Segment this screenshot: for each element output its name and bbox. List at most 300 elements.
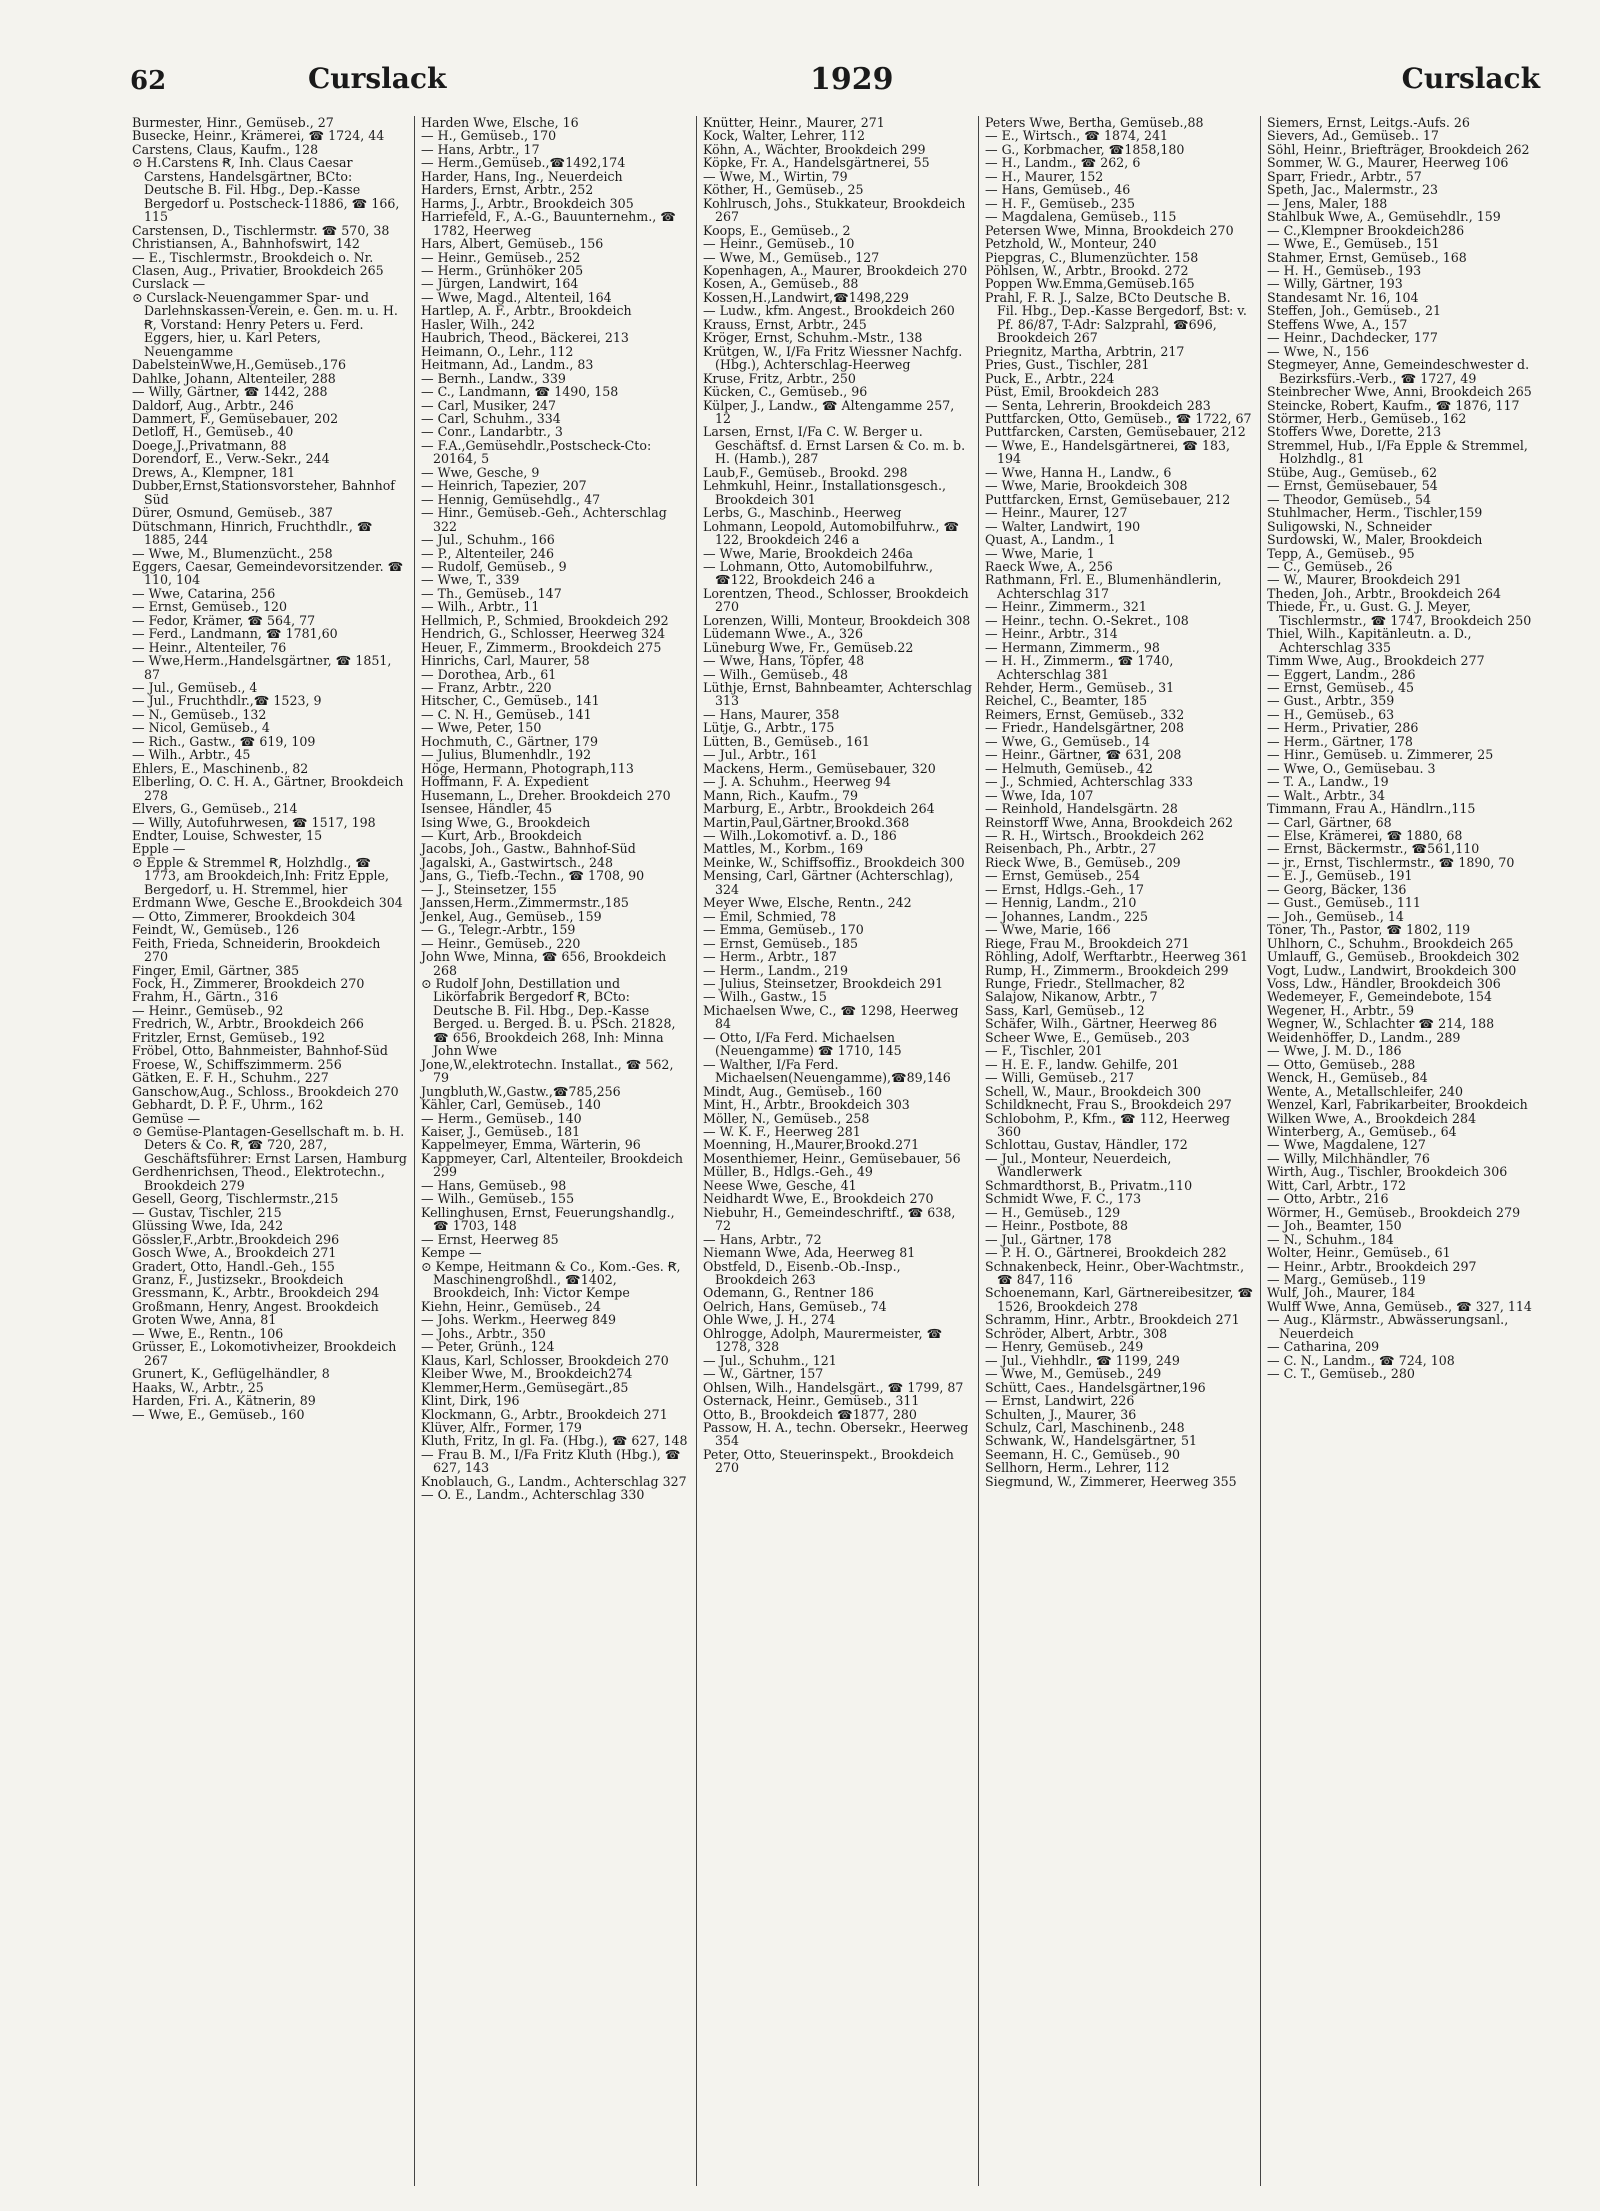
- directory-entry: Gressmann, K., Arbtr., Brookdeich 294: [132, 1285, 380, 1301]
- directory-entry: Erdmann Wwe, Gesche E.,Brookdeich 304: [132, 895, 403, 911]
- column-1: [132, 116, 414, 2186]
- directory-entry: Otto, B., Brookdeich ☎1877, 280: [703, 1406, 917, 1422]
- directory-entry: Ohlsen, Wilh., Handelsgärt., ☎ 1799, 87: [703, 1379, 964, 1395]
- directory-entry: Kähler, Carl, Gemüseb., 140: [421, 1097, 601, 1113]
- directory-entry: — Wwe, T., 339: [421, 572, 520, 588]
- running-title-left: Curslack: [308, 62, 447, 95]
- directory-entry: Fredrich, W., Arbtr., Brookdeich 266: [132, 1016, 364, 1032]
- directory-entry: — Heinr., Postbote, 88: [985, 1218, 1129, 1234]
- directory-entry: — Hennig, Gemüsehdlg., 47: [421, 491, 601, 507]
- directory-entry: Meinke, W., Schiffsoffiz., Brookdeich 300: [703, 854, 965, 870]
- directory-entry: Laub,F., Gemüseb., Brookd. 298: [703, 464, 908, 480]
- directory-entry: Peter, Otto, Steuerinspekt., Brookdeich 270: [703, 1446, 954, 1476]
- directory-entry: — Heinr., Gemüseb., 252: [421, 249, 581, 265]
- directory-entry: Hendrich, G., Schlosser, Heerweg 324: [421, 626, 666, 642]
- directory-entry: Jagalski, A., Gastwirtsch., 248: [421, 854, 614, 870]
- directory-entry: Runge, Friedr., Stellmacher, 82: [985, 976, 1186, 991]
- directory-entry: Sommer, W. G., Maurer, Heerweg 106: [1267, 155, 1509, 171]
- column-2: [414, 116, 696, 2186]
- directory-entry: Dubber,Ernst,Stationsvorsteher, Bahnhof Süd: [132, 478, 395, 507]
- directory-entry: — H., Gemüseb., 63: [1267, 706, 1395, 722]
- directory-entry: Schwank, W., Handelsgärtner, 51: [985, 1433, 1198, 1449]
- directory-entry: Grunert, K., Geflügelhändler, 8: [132, 1366, 330, 1382]
- directory-entry: Feindt, W., Gemüseb., 126: [132, 922, 300, 938]
- directory-entry: Fröbel, Otto, Bahnmeister, Bahnhof-Süd: [132, 1043, 388, 1059]
- directory-entry: Krauss, Ernst, Arbtr., 245: [703, 316, 867, 332]
- directory-entry: Harms, J., Arbtr., Brookdeich 305: [421, 195, 634, 211]
- directory-entry: Külper, J., Landw., ☎ Altengamme 257, 12: [703, 397, 955, 426]
- directory-entry: Höge, Hermann, Photograph,113: [421, 760, 634, 776]
- directory-entry: — Herm., Gärtner, 178: [1267, 733, 1413, 749]
- directory-entry: Granz, F., Justizsekr., Brookdeich: [132, 1271, 344, 1287]
- directory-entry: Harriefeld, F., A.-G., Bauunternehm., ☎ 1782, Heerweg: [421, 209, 676, 238]
- directory-entry: Siemers, Ernst, Leitgs.-Aufs. 26: [1267, 116, 1470, 130]
- directory-entry: — Ernst, Hdlgs.-Geh., 17: [985, 881, 1144, 897]
- directory-entry: — Gust., Arbtr., 359: [1267, 693, 1395, 709]
- directory-entry: — Kurt, Arb., Brookdeich: [421, 828, 582, 844]
- directory-entry: — Rudolf, Gemüseb., 9: [421, 558, 567, 574]
- directory-entry: Töner, Th., Pastor, ☎ 1802, 119: [1267, 922, 1471, 938]
- directory-entry: Riege, Frau M., Brookdeich 271: [985, 935, 1190, 951]
- directory-entry: — Jürgen, Landwirt, 164: [421, 276, 579, 292]
- directory-entry: Mint, H., Arbtr., Brookdeich 303: [703, 1097, 910, 1113]
- directory-entry: Grüsser, E., Lokomotivheizer, Brookdeich 267: [132, 1339, 397, 1368]
- directory-entry: Uhlhorn, C., Schuhm., Brookdeich 265: [1267, 935, 1514, 951]
- directory-entry: Husemann, L., Dreher. Brookdeich 270: [421, 787, 671, 803]
- directory-entry: Rehder, Herm., Gemüseb., 31: [985, 680, 1175, 696]
- directory-entry: Dammert, F., Gemüsebauer, 202: [132, 410, 339, 426]
- column-5: [1260, 116, 1542, 2186]
- directory-entry: ⊙ H.Carstens Ꞧ, Inh. Claus Caesar Carstens, Handelsgärtner, BCto: Deutsche B. Fil. Hbg., Dep.-Kasse Bergedorf u. Postscheck-11886, ☎ 166, 115: [132, 155, 400, 225]
- directory-entry: Kossen,H.,Landwirt,☎1498,229: [703, 289, 909, 305]
- directory-entry: Möller, N., Gemüseb., 258: [703, 1110, 870, 1126]
- directory-entry: — Wwe, Marie, Brookdeich 246a: [703, 545, 914, 561]
- directory-entry: Heimann, O., Lehr., 112: [421, 343, 574, 359]
- directory-entry: — Carl, Musiker, 247: [421, 397, 557, 413]
- directory-entry: Stremmel, Hub., I/Fa Epple & Stremmel, Holzhdlg., 81: [1267, 437, 1528, 467]
- directory-entry: — Jul., Viehhdlr., ☎ 1199, 249: [985, 1352, 1180, 1368]
- directory-entry: — C., Gemüseb., 26: [1267, 558, 1393, 574]
- directory-entry: — Wwe, E., Gemüseb., 160: [132, 1406, 305, 1422]
- directory-entry: Steinbrecher Wwe, Anni, Brookdeich 265: [1267, 384, 1532, 400]
- directory-entry: Wolter, Heinr., Gemüseb., 61: [1267, 1245, 1451, 1261]
- directory-entry: Schell, W., Maur., Brookdeich 300: [985, 1083, 1202, 1099]
- directory-entry: Vogt, Ludw., Landwirt, Brookdeich 300: [1267, 962, 1517, 978]
- directory-entry: — R. H., Wirtsch., Brookdeich 262: [985, 828, 1205, 844]
- directory-entry: — Jul., Schuhm., 166: [421, 532, 555, 548]
- directory-entry: Hitscher, C., Gemüseb., 141: [421, 693, 600, 709]
- directory-entry: Lerbs, G., Maschinb., Heerweg: [703, 505, 902, 521]
- directory-entry: — Carl, Gärtner, 68: [1267, 814, 1392, 830]
- directory-entry: — Wilh., Arbtr., 11: [421, 599, 540, 615]
- directory-entry: Tepp, A., Gemüseb., 95: [1267, 545, 1415, 561]
- directory-entry: — Hinr., Gemüseb. u. Zimmerer, 25: [1267, 747, 1494, 763]
- directory-entry: — Wwe, M., Wirtin, 79: [703, 168, 848, 184]
- directory-entry: Köpke, Fr. A., Handelsgärtnerei, 55: [703, 155, 930, 171]
- directory-entry: Krütgen, W., I/Fa Fritz Wiessner Nachfg. (Hbg.), Achterschlag-Heerweg: [703, 343, 963, 373]
- directory-entry: — E., Wirtsch., ☎ 1874, 241: [985, 128, 1169, 144]
- directory-entry: Hellmich, P., Schmied, Brookdeich 292: [421, 612, 669, 628]
- directory-entry: Dürer, Osmund, Gemüseb., 387: [132, 505, 333, 521]
- directory-entry: — Jul., Gemüseb., 4: [132, 680, 258, 696]
- directory-entry: — H. F., Gemüseb., 235: [985, 195, 1135, 211]
- directory-entry: Ohlrogge, Adolph, Maurermeister, ☎ 1278, 328: [703, 1325, 943, 1355]
- directory-entry: Hasler, Wilh., 242: [421, 316, 536, 332]
- directory-entry: Hinrichs, Carl, Maurer, 58: [421, 653, 590, 669]
- directory-entry: — Hans, Maurer, 358: [703, 706, 840, 722]
- directory-entry: — Lohmann, Otto, Automobilfuhrw., ☎122, Brookdeich 246 a: [703, 558, 934, 588]
- directory-entry: ⊙ Curslack-Neuengammer Spar- und Darlehnskassen-Verein, e. Gen. m. u. H. Ꞧ, Vorstand: Henry Peters u. Ferd. Eggers, hier, u. Karl Peters, Neuengamme: [132, 289, 398, 359]
- directory-entry: Gerdhenrichsen, Theod., Elektrotechn., Brookdeich 279: [132, 1164, 385, 1193]
- directory-entry: Froese, W., Schiffszimmerm. 256: [132, 1056, 342, 1072]
- running-title-right: Curslack: [1401, 62, 1540, 95]
- directory-entry: — Marg., Gemüseb., 119: [1267, 1271, 1426, 1287]
- directory-entry: Wente, A., Metallschleifer, 240: [1267, 1083, 1464, 1099]
- directory-entry: — Heinr., Zimmerm., 321: [985, 599, 1147, 615]
- directory-entry: — Else, Krämerei, ☎ 1880, 68: [1267, 828, 1463, 844]
- directory-entry: — E., Tischlermstr., Brookdeich o. Nr.: [132, 249, 374, 265]
- directory-entry: — N., Schuhm., 184: [1267, 1231, 1394, 1247]
- directory-entry: Mosenthiemer, Heinr., Gemüsebauer, 56: [703, 1150, 961, 1166]
- directory-entry: — Magdalena, Gemüseb., 115: [985, 209, 1177, 225]
- directory-entry: Ehlers, E., Maschinenb., 82: [132, 760, 309, 776]
- directory-entry: — Catharina, 209: [1267, 1339, 1380, 1355]
- directory-entry: Larsen, Ernst, I/Fa C. W. Berger u. Geschäftsf. d. Ernst Larsen & Co. m. b. H. (Hamb.), 287: [703, 424, 966, 467]
- directory-entry: Hochmuth, C., Gärtner, 179: [421, 733, 599, 749]
- directory-entry: — Johs. Werkm., Heerweg 849: [421, 1312, 617, 1328]
- directory-entry: — Wwe, E., Rentn., 106: [132, 1325, 284, 1341]
- directory-entry: Harders, Ernst, Arbtr., 252: [421, 182, 594, 198]
- directory-entry: — Herm., Arbtr., 187: [703, 949, 837, 965]
- directory-entry: — Wwe, Gesche, 9: [421, 464, 540, 480]
- directory-entry: Salajow, Nikanow, Arbtr., 7: [985, 989, 1158, 1005]
- directory-columns: [132, 116, 1542, 2186]
- directory-entry: Jans, G., Tiefb.-Techn., ☎ 1708, 90: [421, 868, 645, 884]
- directory-entry: Lorentzen, Theod., Schlosser, Brookdeich 270: [703, 585, 969, 615]
- directory-entry: Dütschmann, Hinrich, Fruchthdlr., ☎ 1885, 244: [132, 518, 373, 548]
- directory-entry: Timmann, Frau A., Händlrn.,115: [1267, 801, 1476, 817]
- directory-entry: Jenkel, Aug., Gemüseb., 159: [421, 908, 602, 924]
- directory-entry: Sievers, Ad., Gemüseb.. 17: [1267, 128, 1439, 144]
- directory-entry: Siegmund, W., Zimmerer, Heerweg 355: [985, 1473, 1237, 1489]
- directory-entry: — Heinr., Gemüseb., 92: [132, 1002, 284, 1018]
- directory-entry: Knoblauch, G., Landm., Achterschlag 327: [421, 1473, 687, 1489]
- directory-entry: Schnakenbeck, Heinr., Ober-Wachtmstr., ☎ 847, 116: [985, 1258, 1245, 1287]
- directory-entry: Wörmer, H., Gemüseb., Brookdeich 279: [1267, 1204, 1521, 1220]
- directory-entry: — Eggert, Landm., 286: [1267, 666, 1416, 682]
- directory-entry: Klüver, Alfr., Former, 179: [421, 1419, 582, 1435]
- directory-entry: — Bernh., Landw., 339: [421, 370, 566, 386]
- directory-entry: — Helmuth, Gemüseb., 42: [985, 760, 1153, 776]
- directory-entry: Peters Wwe, Bertha, Gemüseb.,88: [985, 116, 1204, 130]
- directory-entry: — Jul., Monteur, Neuerdeich, Wandlerwerk: [985, 1150, 1172, 1180]
- directory-entry: Feith, Frieda, Schneiderin, Brookdeich 270: [132, 935, 381, 965]
- directory-entry: Röhling, Adolf, Werftarbtr., Heerweg 361: [985, 949, 1249, 965]
- directory-entry: Sparr, Friedr., Arbtr., 57: [1267, 168, 1422, 184]
- directory-entry: — Ernst, Gemüseb., 45: [1267, 680, 1415, 696]
- directory-entry: Reisenbach, Ph., Arbtr., 27: [985, 841, 1157, 857]
- directory-entry: — H., Landm., ☎ 262, 6: [985, 155, 1141, 171]
- directory-entry: Rathmann, Frl. E., Blumenhändlerin, Achterschlag 317: [985, 572, 1222, 601]
- directory-entry: Kellinghusen, Ernst, Feuerungshandlg., ☎ 1703, 148: [421, 1204, 675, 1234]
- directory-entry: — Wilh., Arbtr., 45: [132, 747, 251, 763]
- directory-entry: Stübe, Aug., Gemüseb., 62: [1267, 464, 1438, 480]
- column-3: [696, 116, 978, 2186]
- directory-entry: Scheer Wwe, E., Gemüseb., 203: [985, 1029, 1190, 1045]
- directory-entry: — Peter, Grünh., 124: [421, 1339, 555, 1355]
- directory-entry: Kosen, A., Gemüseb., 88: [703, 276, 859, 292]
- directory-entry: Haaks, W., Arbtr., 25: [132, 1379, 264, 1395]
- directory-entry: Clasen, Aug., Privatier, Brookdeich 265: [132, 262, 384, 278]
- directory-entry: Schmidt Wwe, F. C., 173: [985, 1191, 1142, 1207]
- directory-entry: Osternack, Heinr., Gemüseb., 311: [703, 1393, 920, 1409]
- directory-entry: Wegener, H., Arbtr., 59: [1267, 1002, 1414, 1018]
- directory-entry: — Johs., Arbtr., 350: [421, 1325, 546, 1341]
- directory-entry: Doege,J.,Privatmann, 88: [132, 437, 287, 453]
- directory-entry: — Nicol, Gemüseb., 4: [132, 720, 270, 736]
- directory-entry: Elvers, G., Gemüseb., 214: [132, 801, 298, 817]
- directory-entry: Stegmeyer, Anne, Gemeindeschwester d. Bezirksfürs.-Verb., ☎ 1727, 49: [1267, 357, 1530, 386]
- directory-entry: Mindt, Aug., Gemüseb., 160: [703, 1083, 883, 1099]
- directory-entry: Lüneburg Wwe, Fr., Gemüseb.22: [703, 639, 914, 655]
- directory-entry: Schlottau, Gustav, Händler, 172: [985, 1137, 1188, 1153]
- directory-entry: Sellhorn, Herm., Lehrer, 112: [985, 1460, 1170, 1476]
- directory-entry: — Wwe, E., Handelsgärtnerei, ☎ 183, 194: [985, 437, 1231, 467]
- directory-entry: — Frau B. M., I/Fa Fritz Kluth (Hbg.), ☎ 627, 143: [421, 1446, 681, 1476]
- directory-entry: — Wwe, M., Gemüseb., 127: [703, 249, 880, 265]
- directory-entry: Seemann, H. C., Gemüseb., 90: [985, 1446, 1180, 1462]
- directory-entry: Koops, E., Gemüseb., 2: [703, 222, 851, 238]
- directory-entry: Störmer, Herb., Gemüseb., 162: [1267, 410, 1467, 426]
- directory-entry: Gemüse —: [132, 1110, 201, 1126]
- directory-entry: Harden Wwe, Elsche, 16: [421, 116, 579, 130]
- directory-entry: Sass, Karl, Gemüseb., 12: [985, 1002, 1145, 1018]
- directory-entry: Wulff Wwe, Anna, Gemüseb., ☎ 327, 114: [1267, 1298, 1532, 1314]
- directory-entry: — J. A. Schuhm., Heerweg 94: [703, 774, 891, 790]
- directory-entry: — Rich., Gastw., ☎ 619, 109: [132, 733, 316, 749]
- directory-entry: — C., Landmann, ☎ 1490, 158: [421, 384, 619, 400]
- directory-entry: Weidenhöffer, D., Landm., 289: [1267, 1029, 1461, 1045]
- directory-entry: — Jul., Fruchthdlr.,☎ 1523, 9: [132, 693, 322, 709]
- directory-entry: Kopenhagen, A., Maurer, Brookdeich 270: [703, 262, 968, 278]
- directory-entry: — Wilh.,Lokomotivf. a. D., 186: [703, 828, 897, 844]
- directory-entry: Heitmann, Ad., Landm., 83: [421, 357, 594, 373]
- directory-entry: Lüthje, Ernst, Bahnbeamter, Achterschlag 313: [703, 680, 972, 709]
- directory-entry: Lütje, G., Arbtr., 175: [703, 720, 835, 736]
- directory-entry: — G., Telegr.-Arbtr., 159: [421, 922, 576, 938]
- directory-entry: — Th., Gemüseb., 147: [421, 585, 562, 601]
- directory-entry: — Heinr., Arbtr., Brookdeich 297: [1267, 1258, 1477, 1274]
- directory-entry: Passow, H. A., techn. Obersekr., Heerweg 354: [703, 1419, 969, 1449]
- directory-entry: — Hermann, Zimmerm., 98: [985, 639, 1160, 655]
- directory-entry: — Wwe, M., Gemüseb., 249: [985, 1366, 1162, 1382]
- directory-entry: Pöhlsen, W., Arbtr., Brookd. 272: [985, 262, 1189, 278]
- directory-entry: Detloff, H., Gemüseb., 40: [132, 424, 294, 440]
- directory-entry: — Herm.,Gemüseb.,☎1492,174: [421, 155, 626, 171]
- directory-entry: Fritzler, Ernst, Gemüseb., 192: [132, 1029, 326, 1045]
- directory-entry: — W., Gärtner, 157: [703, 1366, 824, 1382]
- directory-entry: Niemann Wwe, Ada, Heerweg 81: [703, 1245, 916, 1261]
- directory-entry: — Carl, Schuhm., 334: [421, 410, 561, 426]
- directory-entry: — Ernst, Heerweg 85: [421, 1231, 559, 1247]
- directory-entry: — P., Altenteiler, 246: [421, 545, 554, 561]
- directory-entry: Thiel, Wilh., Kapitänleutn. a. D., Achterschlag 335: [1267, 626, 1472, 655]
- directory-entry: — C. T., Gemüseb., 280: [1267, 1366, 1415, 1382]
- directory-entry: — F.A.,Gemüsehdlr.,Postscheck-Cto: 20164, 5: [421, 437, 652, 467]
- directory-entry: — C.,Klempner Brookdeich286: [1267, 222, 1465, 238]
- directory-entry: — Hans, Arbtr., 72: [703, 1231, 822, 1247]
- directory-entry: — Jul., Schuhm., 121: [703, 1352, 837, 1368]
- directory-entry: — H. E. F., landw. Gehilfe, 201: [985, 1056, 1180, 1072]
- directory-entry: Kleiber Wwe, M., Brookdeich274: [421, 1366, 633, 1382]
- directory-entry: — Aug., Klärmstr., Abwässerungsanl., Neuerdeich: [1267, 1312, 1509, 1341]
- directory-entry: — Walter, Landwirt, 190: [985, 518, 1141, 534]
- directory-entry: Dorendorf, E., Verw.-Sekr., 244: [132, 451, 330, 467]
- directory-entry: Müller, B., Hdlgs.-Geh., 49: [703, 1164, 873, 1180]
- directory-entry: ⊙ Epple & Stremmel Ꞧ, Holzhdlg., ☎ 1773, am Brookdeich,Inh: Fritz Epple, Bergedorf, u. H. Stremmel, hier: [132, 854, 390, 897]
- directory-entry: — Herm., Grünhöker 205: [421, 262, 584, 278]
- directory-entry: — Ferd., Landmann, ☎ 1781,60: [132, 626, 338, 642]
- directory-entry: Schulz, Carl, Maschinenb., 248: [985, 1419, 1185, 1435]
- directory-entry: — Wwe, E., Gemüseb., 151: [1267, 236, 1440, 252]
- directory-entry: — Hans, Gemüseb., 98: [421, 1177, 567, 1193]
- directory-entry: Ising Wwe, G., Brookdeich: [421, 814, 591, 830]
- directory-entry: Prahl, F. R. J., Salze, BCto Deutsche B. Fil. Hbg., Dep.-Kasse Bergedorf, Bst: v. Pf. 86/87, T-Adr: Salzprahl, ☎696, Brookdeich 267: [985, 289, 1247, 346]
- directory-entry: Köther, H., Gemüseb., 25: [703, 182, 864, 198]
- directory-entry: — Henry, Gemüseb., 249: [985, 1339, 1144, 1355]
- directory-entry: Pries, Gust., Tischler, 281: [985, 357, 1150, 373]
- directory-entry: Gesell, Georg, Tischlermstr.,215: [132, 1191, 339, 1207]
- directory-entry: ⊙ Kempe, Heitmann & Co., Kom.-Ges. Ꞧ, Maschinengroßhdl., ☎1402, Brookdeich, Inh: Victor Kempe: [421, 1258, 681, 1301]
- directory-entry: Wirth, Aug., Tischler, Brookdeich 306: [1267, 1164, 1508, 1180]
- directory-entry: — Wwe, Magd., Altenteil, 164: [421, 289, 612, 305]
- directory-entry: Schoenemann, Karl, Gärtnereibesitzer, ☎ 1526, Brookdeich 278: [985, 1285, 1254, 1314]
- directory-entry: Petersen Wwe, Minna, Brookdeich 270: [985, 222, 1234, 238]
- directory-entry: — C. N., Landm., ☎ 724, 108: [1267, 1352, 1455, 1368]
- directory-entry: — H. H., Gemüseb., 193: [1267, 262, 1422, 278]
- directory-entry: Neidhardt Wwe, E., Brookdeich 270: [703, 1191, 934, 1207]
- directory-entry: — Wilh., Gastw., 15: [703, 989, 827, 1005]
- directory-entry: Hoffmann, F. A. Expedient: [421, 774, 589, 790]
- directory-entry: Groten Wwe, Anna, 81: [132, 1312, 277, 1328]
- directory-entry: — Wwe, M., Blumenzücht., 258: [132, 545, 333, 561]
- directory-entry: Kluth, Fritz, In gl. Fa. (Hbg.), ☎ 627, 148: [421, 1433, 688, 1449]
- directory-entry: Klemmer,Herm.,Gemüsegärt.,85: [421, 1379, 629, 1395]
- directory-entry: Isensee, Händler, 45: [421, 801, 553, 817]
- directory-entry: — Wwe,Herm.,Handelsgärtner, ☎ 1851, 87: [132, 653, 392, 682]
- directory-entry: Poppen Ww.Emma,Gemüseb.165: [985, 276, 1195, 292]
- directory-entry: Elberling, O. C. H. A., Gärtner, Brookdeich 278: [132, 774, 404, 803]
- directory-entry: Curslack —: [132, 276, 206, 292]
- directory-entry: Schütt, Caes., Handelsgärtner,196: [985, 1379, 1206, 1395]
- directory-entry: Kaiser, J., Gemüseb., 181: [421, 1123, 581, 1139]
- directory-entry: — Wwe, Marie, Brookdeich 308: [985, 478, 1188, 494]
- directory-entry: Wenzel, Karl, Fabrikarbeiter, Brookdeich: [1267, 1097, 1528, 1113]
- directory-entry: Kock, Walter, Lehrer, 112: [703, 128, 865, 144]
- directory-entry: Dahlke, Johann, Altenteiler, 288: [132, 370, 336, 386]
- directory-entry: Obstfeld, D., Eisenb.-Ob.-Insp., Brookdeich 263: [703, 1258, 901, 1287]
- directory-entry: Schildknecht, Frau S., Brookdeich 297: [985, 1097, 1232, 1113]
- directory-entry: — Hinr., Gemüseb.-Geh., Achterschlag 322: [421, 505, 667, 534]
- directory-entry: — Jul., Arbtr., 161: [703, 747, 818, 763]
- directory-entry: — Heinr., techn. O.-Sekret., 108: [985, 612, 1189, 628]
- directory-entry: Kücken, C., Gemüseb., 96: [703, 384, 868, 400]
- directory-entry: Lohmann, Leopold, Automobilfuhrw., ☎ 122, Brookdeich 246 a: [703, 518, 960, 548]
- directory-entry: Jone,W.,elektrotechn. Installat., ☎ 562, 79: [421, 1056, 674, 1086]
- directory-entry: Speth, Jac., Malermstr., 23: [1267, 182, 1438, 198]
- directory-entry: Köhn, A., Wächter, Brookdeich 299: [703, 141, 926, 157]
- directory-entry: Klaus, Karl, Schlosser, Brookdeich 270: [421, 1352, 669, 1368]
- directory-entry: Theden, Joh., Arbtr., Brookdeich 264: [1267, 585, 1502, 601]
- directory-entry: — Conr., Landarbtr., 3: [421, 424, 563, 440]
- directory-entry: — Willi, Gemüseb., 217: [985, 1070, 1135, 1086]
- directory-entry: — Wwe, Catarina, 256: [132, 585, 276, 601]
- directory-entry: Puttfarcken, Ernst, Gemüsebauer, 212: [985, 491, 1231, 507]
- directory-entry: — Walt., Arbtr., 34: [1267, 787, 1385, 803]
- directory-entry: Lorenzen, Willi, Monteur, Brookdeich 308: [703, 612, 971, 628]
- directory-entry: Witt, Carl, Arbtr., 172: [1267, 1177, 1406, 1193]
- directory-entry: — Johannes, Landm., 225: [985, 908, 1149, 924]
- directory-entry: — C. N. H., Gemüseb., 141: [421, 706, 592, 722]
- page-header: [130, 62, 1540, 98]
- directory-entry: — Ernst, Bäckermstr., ☎561,110: [1267, 841, 1480, 857]
- directory-entry: — Heinr., Gemüseb., 10: [703, 236, 855, 252]
- directory-entry: Stahlbuk Wwe, A., Gemüsehdlr., 159: [1267, 209, 1501, 225]
- directory-entry: Finger, Emil, Gärtner, 385: [132, 962, 300, 978]
- directory-entry: — Ludw., kfm. Angest., Brookdeich 260: [703, 303, 955, 319]
- directory-entry: Haubrich, Theod., Bäckerei, 213: [421, 330, 629, 346]
- directory-entry: — Willy, Autofuhrwesen, ☎ 1517, 198: [132, 814, 376, 830]
- directory-entry: — Ernst, Gemüsebauer, 54: [1267, 478, 1438, 494]
- directory-entry: Steincke, Robert, Kaufm., ☎ 1876, 117: [1267, 397, 1520, 413]
- directory-entry: Schäfer, Wilh., Gärtner, Heerweg 86: [985, 1016, 1218, 1032]
- directory-entry: Drews, A., Klempner, 181: [132, 464, 296, 480]
- directory-entry: — Julius, Blumenhdlr., 192: [421, 747, 592, 763]
- directory-entry: Timm Wwe, Aug., Brookdeich 277: [1267, 653, 1485, 669]
- directory-entry: — Franz, Arbtr., 220: [421, 680, 552, 696]
- directory-entry: — Jul., Gärtner, 178: [985, 1231, 1112, 1247]
- directory-entry: — W., Maurer, Brookdeich 291: [1267, 572, 1462, 588]
- directory-entry: Daldorf, Aug., Arbtr., 246: [132, 397, 294, 413]
- directory-entry: — Ernst, Gemüseb., 120: [132, 599, 288, 615]
- directory-entry: — Heinr., Arbtr., 314: [985, 626, 1118, 642]
- directory-entry: Epple —: [132, 841, 186, 857]
- directory-entry: Mensing, Carl, Gärtner (Achterschlag), 324: [703, 868, 954, 897]
- directory-entry: Klint, Dirk, 196: [421, 1393, 520, 1409]
- directory-entry: — T. A., Landw., 19: [1267, 774, 1389, 790]
- directory-entry: — Hans, Arbtr., 17: [421, 141, 540, 157]
- directory-entry: — E. J., Gemüseb., 191: [1267, 868, 1413, 884]
- directory-entry: Carstens, Claus, Kaufm., 128: [132, 141, 319, 157]
- directory-entry: Gätken, E. F. H., Schuhm., 227: [132, 1070, 329, 1086]
- directory-entry: Reimers, Ernst, Gemüseb., 332: [985, 706, 1185, 722]
- directory-entry: Gössler,F.,Arbtr.,Brookdeich 296: [132, 1231, 340, 1247]
- directory-entry: Odemann, G., Rentner 186: [703, 1285, 874, 1301]
- directory-entry: — Wwe, G., Gemüseb., 14: [985, 733, 1150, 749]
- directory-entry: Glüssing Wwe, Ida, 242: [132, 1218, 284, 1234]
- directory-entry: Lüdemann Wwe., A., 326: [703, 626, 863, 642]
- directory-entry: Neese Wwe, Gesche, 41: [703, 1177, 857, 1193]
- directory-entry: — Heinr., Altenteiler, 76: [132, 639, 287, 655]
- directory-entry: Umlauff, G., Gemüseb., Brookdeich 302: [1267, 949, 1520, 965]
- directory-entry: — H. H., Zimmerm., ☎ 1740, Achterschlag 381: [985, 653, 1174, 682]
- directory-entry: Schröder, Albert, Arbtr., 308: [985, 1325, 1168, 1341]
- directory-entry: — Herm., Landm., 219: [703, 962, 849, 978]
- directory-entry: Raeck Wwe, A., 256: [985, 558, 1113, 574]
- directory-entry: Mattles, M., Korbm., 169: [703, 841, 864, 857]
- directory-entry: Kempe —: [421, 1245, 482, 1261]
- directory-entry: — Julius, Steinsetzer, Brookdeich 291: [703, 976, 944, 991]
